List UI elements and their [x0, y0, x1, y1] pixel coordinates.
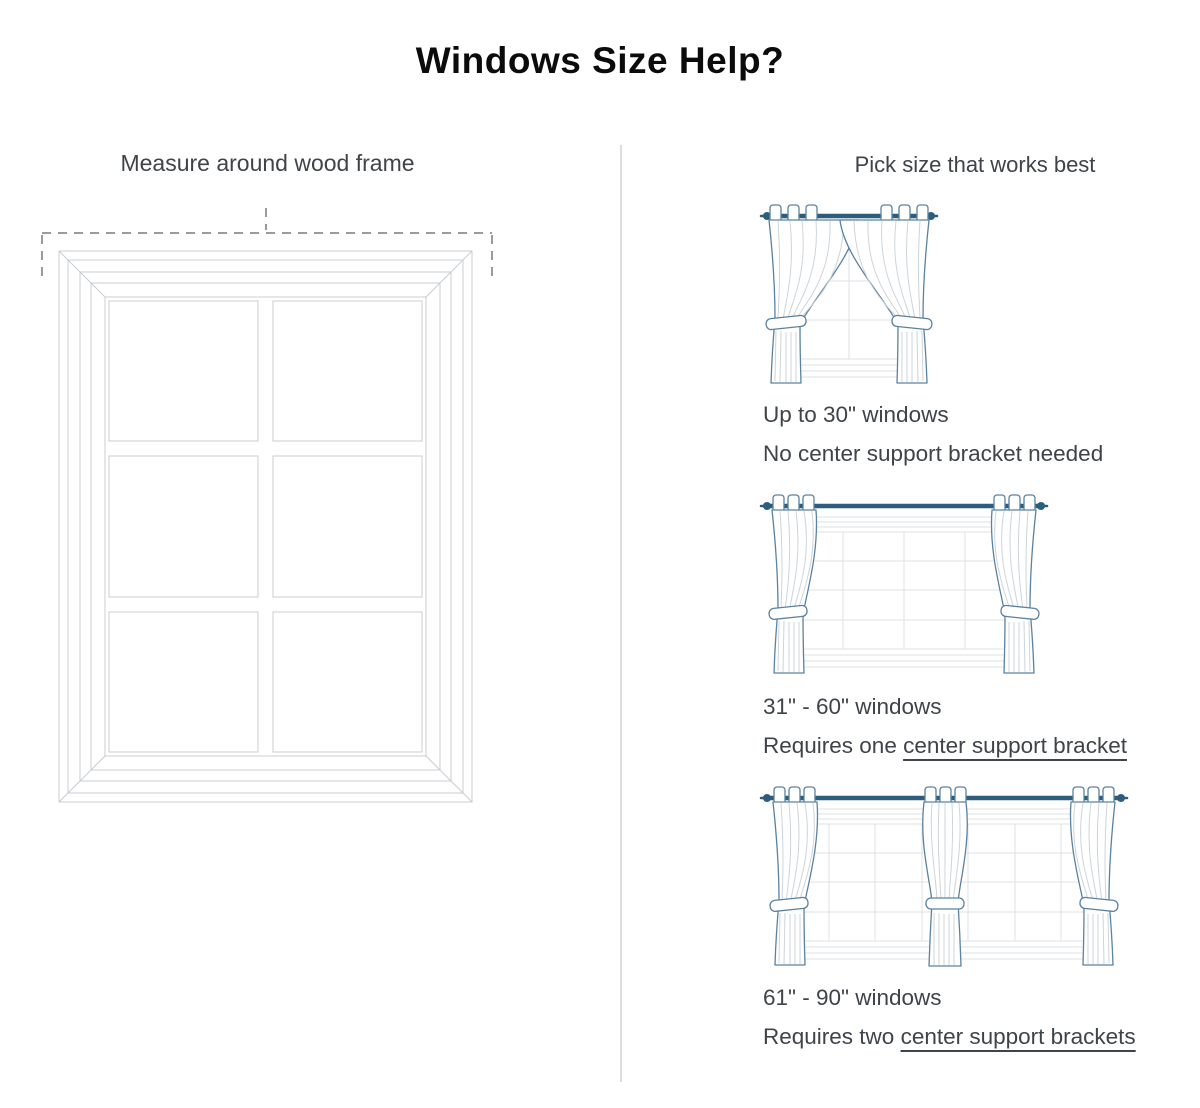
curtain-panel-right — [991, 495, 1039, 673]
option-31-60 — [763, 693, 1127, 760]
window-panes — [109, 301, 422, 752]
size-range-label: 31" - 60" windows — [763, 694, 942, 719]
vertical-divider — [620, 145, 622, 1082]
curtain-panel-right — [1070, 787, 1118, 965]
small-window-curtains-illustration — [758, 199, 940, 396]
page-title: Windows Size Help? — [415, 40, 785, 81]
curtain-panel-center — [923, 787, 968, 966]
curtain-panel-right — [840, 205, 932, 383]
window-frame — [59, 251, 472, 802]
background-window — [782, 517, 1026, 667]
measure-instruction-heading: Measure around wood frame — [120, 150, 415, 176]
option-up-to-30 — [763, 401, 1103, 468]
size-range-label: Up to 30" windows — [763, 402, 949, 427]
size-range-label: 61" - 90" windows — [763, 985, 942, 1010]
support-note: No center support bracket needed — [763, 441, 1104, 466]
measured-window-illustration — [40, 203, 495, 805]
curtain-panel-left — [770, 787, 818, 965]
wide-window-curtains-illustration — [758, 781, 1130, 978]
support-note: Requires one — [763, 733, 904, 758]
pick-size-heading: Pick size that works best — [854, 152, 1096, 177]
curtain-panel-left — [769, 495, 817, 673]
center-support-brackets-link[interactable]: center support brackets — [900, 1024, 1136, 1049]
center-support-bracket-link[interactable]: center support bracket — [903, 733, 1127, 758]
option-61-90 — [763, 984, 1136, 1051]
support-note: Requires two — [763, 1024, 901, 1049]
medium-window-curtains-illustration — [758, 489, 1050, 686]
